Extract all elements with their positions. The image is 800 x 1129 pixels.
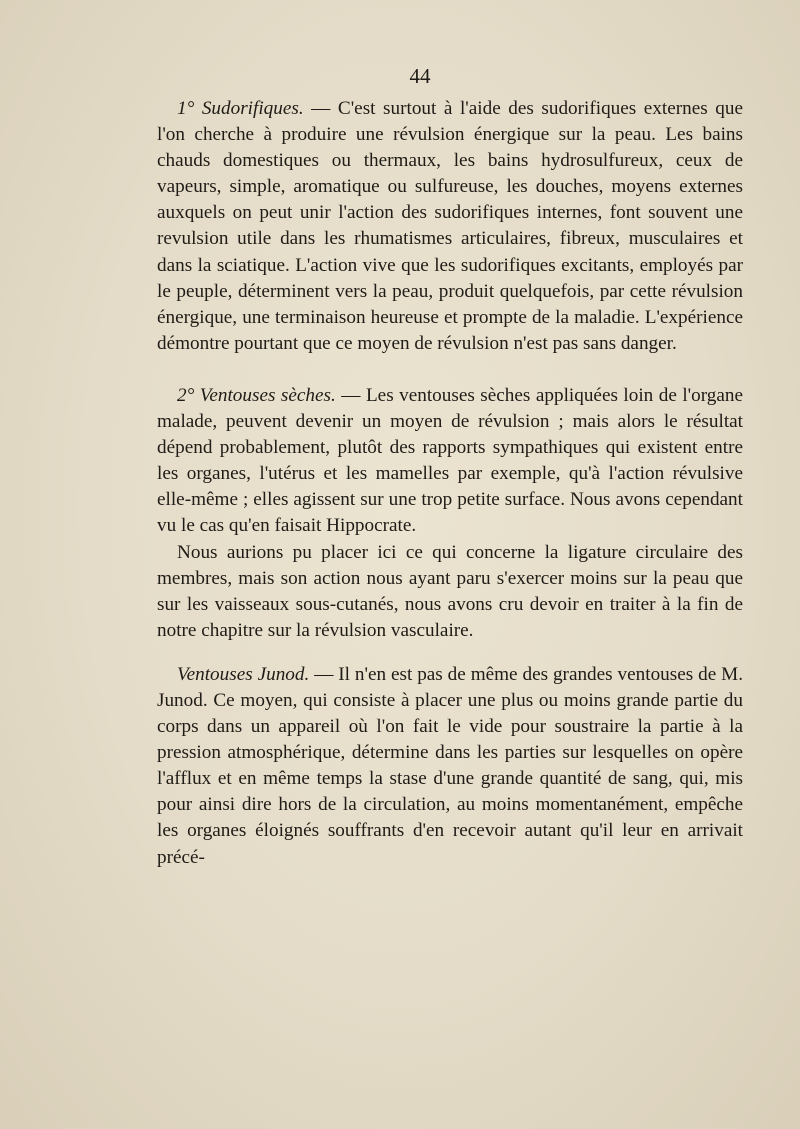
paragraph-body: Nous aurions pu placer ici ce qui concerne la ligature circulaire des membres, mais son action nous ayant paru s'exercer moins sur la peau que sur les vaisseaux sous-cutanés, nous avons cru devoir en traiter à la fin de notre chapitre sur la révulsion vasculaire. xyxy=(157,541,743,641)
paragraph-body: — C'est surtout à l'aide des sudorifiques externes que l'on cherche à produire une révulsion énergique sur la peau. Les bains chauds domestiques ou thermaux, les bains hydrosulfureux, ceux de vapeurs, simple, aromatique ou sulfureuse, les douches, moyens externes auxquels on peut unir l'action des sudorifiques internes, font souvent une revulsion utile dans les rhumatismes articulaires, fibreux, musculaires et dans la sciatique. L'action vive que les sudorifiques excitants, employés par le peuple, déterminent vers la peau, produit quelquefois, par cette révulsion énergique, une terminaison heureuse et prompte de la maladie. L'expérience démontre pourtant que ce moyen de révulsion n'est pas sans danger. xyxy=(157,98,743,354)
paragraph-body: — Les ventouses sèches appliquées loin de l'organe malade, peuvent devenir un moyen de révulsion ; mais alors le résultat dépend probablement, plutôt des rapports sympathiques qui existent entre les organes, l'utérus et les mamelles par exemple, qu'à l'action révulsive elle-même ; elles agissent sur une trop petite surface. Nous avons cependant vu le cas qu'en faisait Hippocrate. xyxy=(157,384,743,537)
paragraph-ventouses-junod xyxy=(157,662,743,871)
body-text xyxy=(157,96,743,871)
paragraph-ventouses-seches xyxy=(157,383,743,540)
section-heading-ventouses-seches: 2° Ventouses sèches. xyxy=(177,384,336,406)
paragraph-body: — Il n'en est pas de même des grandes ventouses de M. Junod. Ce moyen, qui consiste à placer une plus ou moins grande partie du corps dans un appareil où l'on fait le vide pour soustraire la partie à la pression atmosphérique, détermine dans les parties sur lesquelles on opère l'afflux et en même temps la stase d'une grande quantité de sang, qui, mis pour ainsi dire hors de la circulation, au moins momentanément, empêche les organes éloignés souffrants d'en recevoir autant qu'il leur en arrivait précé- xyxy=(157,663,743,868)
paragraph-ligature xyxy=(157,540,743,644)
page-number: 44 xyxy=(409,64,431,88)
section-heading-sudorifiques: 1° Sudorifiques. xyxy=(177,98,304,119)
section-heading-ventouses-junod: Ventouses Junod. xyxy=(177,663,310,685)
paragraph-sudorifiques xyxy=(157,96,743,357)
